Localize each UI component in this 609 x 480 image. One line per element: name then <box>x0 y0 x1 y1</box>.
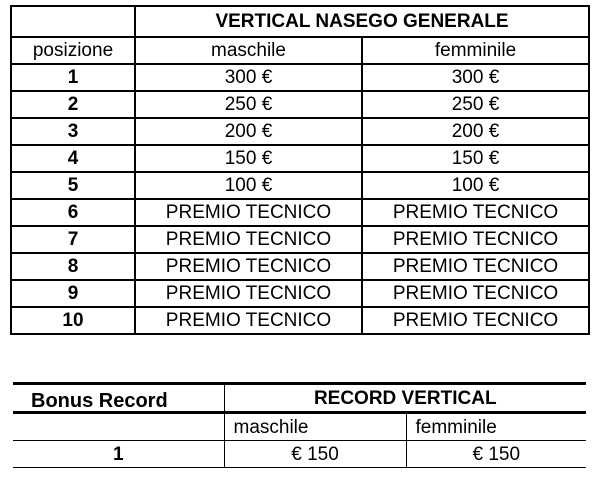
position-cell: 1 <box>11 64 135 91</box>
position-cell: 1 <box>13 441 224 468</box>
position-cell: 4 <box>11 145 135 172</box>
female-prize-cell: PREMIO TECNICO <box>362 226 589 253</box>
table-row <box>11 118 589 145</box>
female-prize-cell: € 150 <box>406 441 586 468</box>
prize-table-header-row <box>11 37 589 64</box>
male-prize-cell: 100 € <box>135 172 362 199</box>
position-cell: 6 <box>11 199 135 226</box>
position-cell: 3 <box>11 118 135 145</box>
position-cell: 5 <box>11 172 135 199</box>
female-prize-cell: PREMIO TECNICO <box>362 280 589 307</box>
position-cell: 2 <box>11 91 135 118</box>
prize-table <box>10 5 590 335</box>
male-prize-cell: € 150 <box>224 441 406 468</box>
bonus-table-header-row <box>13 413 586 441</box>
position-cell: 10 <box>11 307 135 334</box>
female-prize-cell: 200 € <box>362 118 589 145</box>
female-prize-cell: 250 € <box>362 91 589 118</box>
table-row <box>13 441 586 468</box>
table-row <box>11 172 589 199</box>
male-prize-cell: PREMIO TECNICO <box>135 253 362 280</box>
position-cell: 9 <box>11 280 135 307</box>
bonus-table-title-row <box>13 384 586 413</box>
male-prize-cell: 250 € <box>135 91 362 118</box>
table-row <box>11 307 589 334</box>
prize-table-title-row <box>11 6 589 37</box>
position-cell: 8 <box>11 253 135 280</box>
male-prize-cell: PREMIO TECNICO <box>135 307 362 334</box>
table-row <box>11 145 589 172</box>
male-prize-cell: PREMIO TECNICO <box>135 226 362 253</box>
bonus-record-table <box>13 382 586 468</box>
male-prize-cell: 200 € <box>135 118 362 145</box>
female-prize-cell: 300 € <box>362 64 589 91</box>
male-prize-cell: 300 € <box>135 64 362 91</box>
column-header-female: femminile <box>406 413 586 441</box>
column-header-female: femminile <box>362 37 589 64</box>
table-row <box>11 64 589 91</box>
column-header-male: maschile <box>224 413 406 441</box>
male-prize-cell: 150 € <box>135 145 362 172</box>
male-prize-cell: PREMIO TECNICO <box>135 280 362 307</box>
female-prize-cell: 100 € <box>362 172 589 199</box>
table-row <box>11 91 589 118</box>
empty-header-cell <box>13 413 224 441</box>
female-prize-cell: PREMIO TECNICO <box>362 307 589 334</box>
female-prize-cell: 150 € <box>362 145 589 172</box>
table-row <box>11 253 589 280</box>
bonus-table-title: RECORD VERTICAL <box>224 384 586 413</box>
empty-corner-cell <box>11 6 135 37</box>
table-row <box>11 199 589 226</box>
column-header-position: posizione <box>11 37 135 64</box>
column-header-male: maschile <box>135 37 362 64</box>
female-prize-cell: PREMIO TECNICO <box>362 253 589 280</box>
table-row <box>11 226 589 253</box>
prize-table-title: VERTICAL NASEGO GENERALE <box>135 6 589 37</box>
female-prize-cell: PREMIO TECNICO <box>362 199 589 226</box>
bonus-record-label: Bonus Record <box>13 384 224 413</box>
position-cell: 7 <box>11 226 135 253</box>
table-row <box>11 280 589 307</box>
male-prize-cell: PREMIO TECNICO <box>135 199 362 226</box>
